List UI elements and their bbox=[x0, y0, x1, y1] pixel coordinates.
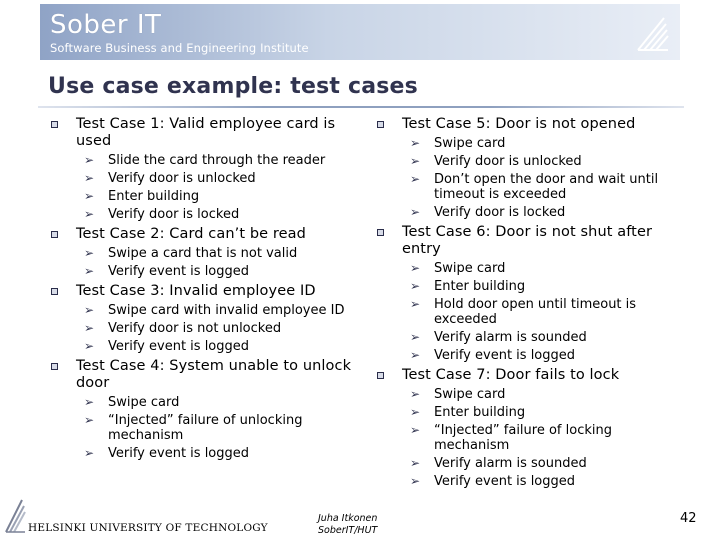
test-step-text: Verify alarm is sounded bbox=[434, 330, 587, 345]
test-case-steps bbox=[46, 303, 366, 354]
test-step bbox=[372, 154, 672, 169]
test-case-title: Test Case 6: Door is not shut after entry bbox=[402, 224, 653, 257]
university-name: HELSINKI UNIVERSITY OF TECHNOLOGY bbox=[28, 522, 268, 534]
test-step-text: Hold door open until timeout is exceeded bbox=[434, 297, 637, 327]
test-case-steps bbox=[46, 395, 366, 461]
arrow-bullet-icon: ➢ bbox=[410, 205, 421, 219]
author-affiliation: SoberIT/HUT bbox=[318, 525, 378, 536]
sail-emblem-icon bbox=[634, 12, 670, 54]
test-step bbox=[372, 172, 672, 202]
test-step bbox=[46, 153, 366, 168]
test-case-title: Test Case 5: Door is not opened bbox=[402, 116, 636, 132]
test-step-text: Slide the card through the reader bbox=[108, 153, 326, 168]
arrow-bullet-icon: ➢ bbox=[84, 153, 95, 167]
arrow-bullet-icon: ➢ bbox=[84, 413, 95, 427]
test-step bbox=[372, 348, 672, 363]
test-step-text: Verify door is locked bbox=[108, 207, 240, 222]
sober-it-logo: Sober IT bbox=[50, 10, 162, 40]
test-step bbox=[46, 264, 366, 279]
arrow-bullet-icon: ➢ bbox=[84, 446, 95, 460]
arrow-bullet-icon: ➢ bbox=[410, 279, 421, 293]
test-step-text: Enter building bbox=[108, 189, 200, 204]
test-case-title: Test Case 2: Card can’t be read bbox=[76, 226, 306, 242]
test-step-text: Swipe card bbox=[434, 136, 506, 151]
arrow-bullet-icon: ➢ bbox=[84, 264, 95, 278]
test-step-text: Swipe card bbox=[434, 387, 506, 402]
test-step-text: Verify event is logged bbox=[434, 348, 576, 363]
arrow-bullet-icon: ➢ bbox=[84, 189, 95, 203]
square-bullet-icon bbox=[377, 121, 384, 128]
square-bullet-icon bbox=[51, 363, 58, 370]
square-bullet-icon bbox=[51, 121, 58, 128]
test-step-text: “Injected” failure of unlocking mechanism bbox=[108, 413, 303, 443]
arrow-bullet-icon: ➢ bbox=[84, 395, 95, 409]
test-case bbox=[372, 367, 672, 489]
test-case-steps bbox=[46, 153, 366, 222]
arrow-bullet-icon: ➢ bbox=[410, 405, 421, 419]
test-case bbox=[372, 116, 672, 220]
test-step bbox=[372, 456, 672, 471]
test-step bbox=[372, 405, 672, 420]
square-bullet-icon bbox=[377, 229, 384, 236]
test-step-text: Enter building bbox=[434, 405, 526, 420]
test-case bbox=[372, 224, 672, 363]
left-column bbox=[46, 116, 366, 464]
arrow-bullet-icon: ➢ bbox=[410, 474, 421, 488]
test-step bbox=[372, 279, 672, 294]
arrow-bullet-icon: ➢ bbox=[84, 207, 95, 221]
test-case bbox=[46, 116, 366, 222]
title-divider bbox=[38, 106, 684, 108]
test-step bbox=[46, 303, 366, 318]
author-name: Juha Itkonen bbox=[318, 513, 378, 524]
test-step bbox=[46, 413, 366, 443]
test-step-text: Verify door is unlocked bbox=[434, 154, 582, 169]
arrow-bullet-icon: ➢ bbox=[410, 387, 421, 401]
arrow-bullet-icon: ➢ bbox=[84, 339, 95, 353]
test-case-steps bbox=[372, 261, 672, 363]
arrow-bullet-icon: ➢ bbox=[84, 321, 95, 335]
test-step-text: Verify door is unlocked bbox=[108, 171, 256, 186]
right-column bbox=[372, 116, 672, 492]
arrow-bullet-icon: ➢ bbox=[84, 246, 95, 260]
test-step-text: Swipe card bbox=[108, 395, 180, 410]
test-step-text: Verify event is logged bbox=[108, 339, 250, 354]
test-step bbox=[372, 205, 672, 220]
test-step bbox=[46, 395, 366, 410]
footer-author bbox=[318, 513, 377, 537]
test-step bbox=[372, 387, 672, 402]
test-step bbox=[46, 207, 366, 222]
test-step bbox=[46, 189, 366, 204]
test-case-title: Test Case 1: Valid employee card is used bbox=[76, 116, 336, 149]
test-step-text: Enter building bbox=[434, 279, 526, 294]
arrow-bullet-icon: ➢ bbox=[410, 154, 421, 168]
test-step-text: “Injected” failure of locking mechanism bbox=[434, 423, 612, 453]
page-number: 42 bbox=[680, 511, 697, 526]
arrow-bullet-icon: ➢ bbox=[410, 261, 421, 275]
test-step bbox=[46, 446, 366, 461]
arrow-bullet-icon: ➢ bbox=[84, 171, 95, 185]
university-logo-icon bbox=[4, 496, 26, 534]
square-bullet-icon bbox=[51, 288, 58, 295]
test-case-steps bbox=[372, 136, 672, 220]
test-step bbox=[46, 246, 366, 261]
test-step bbox=[372, 297, 672, 327]
test-step bbox=[46, 321, 366, 336]
test-step-text: Swipe card bbox=[434, 261, 506, 276]
header-banner bbox=[40, 4, 680, 60]
test-step-text: Verify event is logged bbox=[108, 446, 250, 461]
test-case bbox=[46, 358, 366, 461]
institute-subtitle: Software Business and Engineering Institute bbox=[50, 41, 309, 55]
arrow-bullet-icon: ➢ bbox=[410, 456, 421, 470]
test-step bbox=[372, 423, 672, 453]
test-step-text: Don’t open the door and wait until timeout is exceeded bbox=[434, 172, 659, 202]
test-case-title: Test Case 3: Invalid employee ID bbox=[76, 283, 316, 299]
square-bullet-icon bbox=[377, 372, 384, 379]
arrow-bullet-icon: ➢ bbox=[84, 303, 95, 317]
test-step-text: Verify door is locked bbox=[434, 205, 566, 220]
test-step bbox=[372, 474, 672, 489]
arrow-bullet-icon: ➢ bbox=[410, 136, 421, 150]
test-case bbox=[46, 283, 366, 354]
test-case bbox=[46, 226, 366, 279]
arrow-bullet-icon: ➢ bbox=[410, 297, 421, 311]
arrow-bullet-icon: ➢ bbox=[410, 172, 421, 186]
arrow-bullet-icon: ➢ bbox=[410, 330, 421, 344]
test-step-text: Verify event is logged bbox=[108, 264, 250, 279]
test-case-steps bbox=[372, 387, 672, 489]
square-bullet-icon bbox=[51, 231, 58, 238]
test-step bbox=[372, 136, 672, 151]
test-step-text: Verify alarm is sounded bbox=[434, 456, 587, 471]
slide-title: Use case example: test cases bbox=[48, 74, 418, 99]
test-step bbox=[46, 171, 366, 186]
test-case-title: Test Case 7: Door fails to lock bbox=[402, 367, 620, 383]
test-step bbox=[372, 261, 672, 276]
test-step bbox=[372, 330, 672, 345]
test-step bbox=[46, 339, 366, 354]
arrow-bullet-icon: ➢ bbox=[410, 348, 421, 362]
test-case-title: Test Case 4: System unable to unlock door bbox=[76, 358, 352, 391]
arrow-bullet-icon: ➢ bbox=[410, 423, 421, 437]
test-step-text: Verify event is logged bbox=[434, 474, 576, 489]
test-step-text: Swipe a card that is not valid bbox=[108, 246, 298, 261]
test-step-text: Verify door is not unlocked bbox=[108, 321, 282, 336]
test-case-steps bbox=[46, 246, 366, 279]
test-step-text: Swipe card with invalid employee ID bbox=[108, 303, 345, 318]
